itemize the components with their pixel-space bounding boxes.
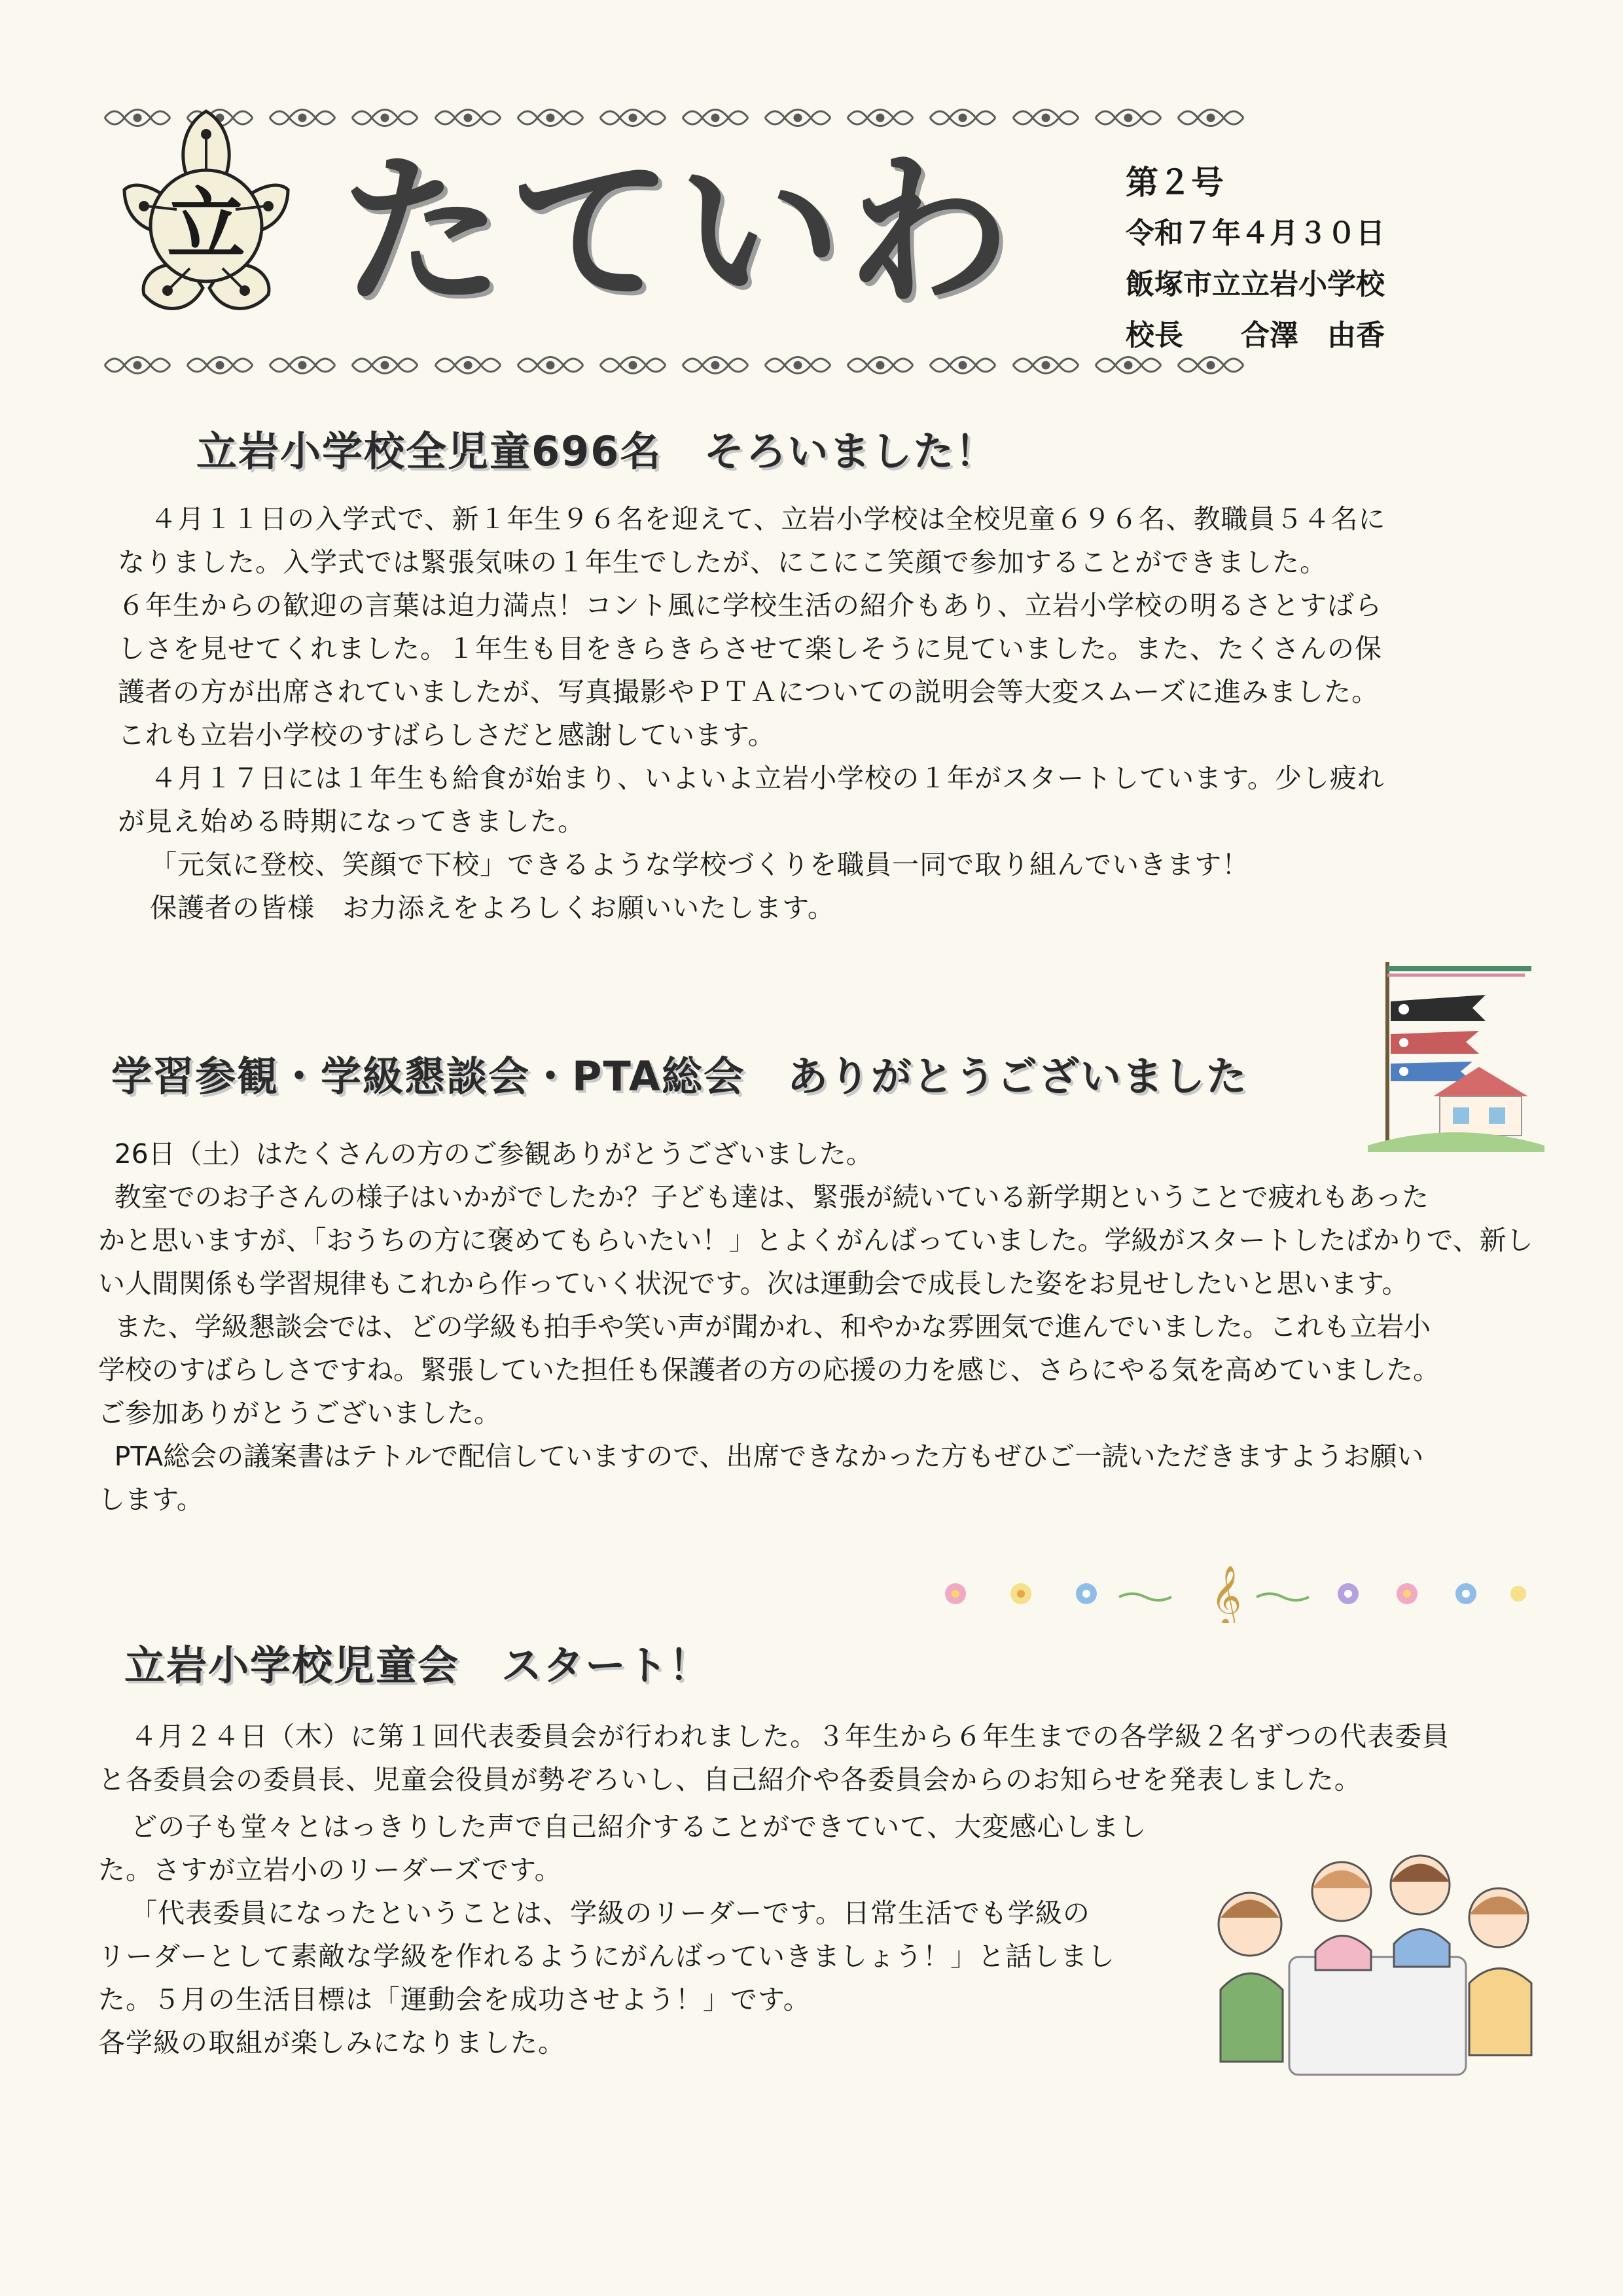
section3-line: 各学級の取組が楽しみになりました。 — [98, 2027, 565, 2058]
svg-text:𝄞: 𝄞 — [1211, 1565, 1242, 1623]
emblem-character: 立 — [167, 180, 245, 271]
scroll-ornament-icon — [841, 346, 919, 385]
section1-line: しさを見せてくれました。１年生も目をきらきらさせて楽しそうに見ていました。また、たくさんの保 — [118, 633, 1382, 664]
school-name: 飯塚市立立岩小学校 — [1126, 268, 1385, 301]
section3-line: どの子も堂々とはっきりした声で自己紹介することができていて、大変感心しまし — [130, 1811, 1147, 1842]
scroll-ornament-icon — [1007, 346, 1085, 385]
scroll-ornament-icon — [346, 98, 424, 137]
flower-music-border — [929, 1564, 1531, 1623]
section2-body — [98, 1132, 1538, 1521]
section3-body-full — [98, 1715, 1538, 1801]
newsletter-title: たていわ — [340, 137, 1016, 327]
scroll-ornament-icon — [758, 346, 837, 385]
section2-line: します。 — [98, 1484, 204, 1515]
section3-line: た。５月の生活目標は「運動会を成功させよう！」です。 — [98, 1984, 811, 2015]
section1-line: これも立岩小学校のすばらしさだと感謝しています。 — [118, 719, 776, 751]
scroll-ornament-icon — [594, 346, 672, 385]
scroll-ornament-icon — [181, 346, 259, 385]
section2-line: PTA総会の議案書はテトルで配信していますので、出席できなかった方もぜひご一読いただきますようお願い — [114, 1441, 1424, 1472]
bottom-ornament-border — [98, 346, 1250, 385]
section3-line: 「代表委員になったということは、学級のリーダーです。日常生活でも学級の — [130, 1897, 1090, 1929]
koinobori-illustration — [1368, 956, 1544, 1152]
principal-name: 校長 合澤 由香 — [1126, 319, 1385, 352]
section1-body — [118, 497, 1531, 929]
section3-heading: 立岩小学校児童会 スタート！ — [124, 1641, 711, 1689]
section1-line: 「元気に登校、笑顔で下校」できるような学校づくりを職員一同で取り組んでいきます！ — [150, 849, 1250, 880]
section2-line: い人間関係も学習規律もこれから作っていく状況です。次は運動会で成長した姿をお見せしたいと思います。 — [98, 1268, 1409, 1299]
section3-line: リーダーとして素敵な学級を作れるようにがんばっていきましょう！」と話しまし — [98, 1941, 1115, 1972]
issue-number: 第２号 — [1126, 164, 1224, 202]
section3-body-narrow — [98, 1805, 1198, 2064]
scroll-ornament-icon — [511, 346, 590, 385]
scroll-ornament-icon — [923, 346, 1002, 385]
scroll-ornament-icon — [841, 98, 919, 137]
section1-line: ６年生からの歓迎の言葉は迫力満点！コント風に学校生活の紹介もあり、立岩小学校の明るさとすばら — [118, 590, 1382, 621]
section1-line: なりました。入学式では緊張気味の１年生でしたが、にこにこ笑顔で参加することができました。 — [118, 547, 1327, 578]
scroll-ornament-icon — [1089, 98, 1168, 137]
scroll-ornament-icon — [98, 346, 177, 385]
scroll-ornament-icon — [1171, 98, 1250, 137]
issue-date: 令和７年４月３０日 — [1126, 217, 1385, 250]
scroll-ornament-icon — [594, 98, 672, 137]
section1-line: ４月１１日の入学式で、新１年生９６名を迎えて、立岩小学校は全校児童６９６名、教職員５４名に — [150, 503, 1386, 535]
scroll-ornament-icon — [511, 98, 590, 137]
scroll-ornament-icon — [263, 346, 342, 385]
section2-line: また、学級懇談会では、どの学級も拍手や笑い声が聞かれ、和やかな雰囲気で進んでいました。これも立岩小 — [114, 1311, 1431, 1342]
scroll-ornament-icon — [346, 346, 424, 385]
section1-line: ４月１７日には１年生も給食が始まり、いよいよ立岩小学校の１年がスタートしています。少し疲れ — [150, 762, 1385, 794]
section2-line: 教室でのお子さんの様子はいかがでしたか？子ども達は、緊張が続いている新学期ということで疲れもあった — [114, 1181, 1429, 1213]
section1-line: が見え始める時期になってきました。 — [118, 806, 585, 837]
section3-line: た。さすが立岩小のリーダーズです。 — [98, 1854, 562, 1886]
section1-heading: 立岩小学校全児童696名 そろいました！ — [196, 427, 997, 475]
scroll-ornament-icon — [676, 98, 755, 137]
section2-heading: 学習参観・学級懇談会・PTA総会 ありがとうございました — [111, 1052, 1248, 1100]
section3-line: ４月２４日（木）に第１回代表委員会が行われました。３年生から６年生までの各学級２名ずつの代表委員 — [130, 1721, 1450, 1752]
scroll-ornament-icon — [429, 98, 507, 137]
section2-line: 学校のすばらしさですね。緊張していた担任も保護者の方の応援の力を感じ、さらにやる気を高めていました。 — [98, 1354, 1440, 1386]
scroll-ornament-icon — [923, 98, 1002, 137]
section3-line: と各委員会の委員長、児童会役員が勢ぞろいし、自己紹介や各委員会からのお知らせを発表しました。 — [98, 1764, 1362, 1795]
masthead-info — [1126, 157, 1385, 361]
scroll-ornament-icon — [758, 98, 837, 137]
section1-line: 護者の方が出席されていましたが、写真撮影やＰＴＡについての説明会等大変スムーズに進みました。 — [118, 676, 1380, 708]
scroll-ornament-icon — [429, 346, 507, 385]
section2-line: かと思いますが、「おうちの方に褒めてもらいたい！」とよくがんばっていました。学級がスタートしたばかりで、新し — [98, 1225, 1533, 1256]
section2-line: 26日（土）はたくさんの方のご参観ありがとうございました。 — [114, 1138, 873, 1170]
section1-line: 保護者の皆様 お力添えをよろしくお願いいたします。 — [150, 892, 835, 924]
scroll-ornament-icon — [1007, 98, 1085, 137]
sakura-emblem-icon — [98, 98, 314, 347]
section2-line: ご参加ありがとうございました。 — [98, 1397, 501, 1429]
scroll-ornament-icon — [676, 346, 755, 385]
children-meeting-illustration — [1211, 1846, 1538, 2094]
